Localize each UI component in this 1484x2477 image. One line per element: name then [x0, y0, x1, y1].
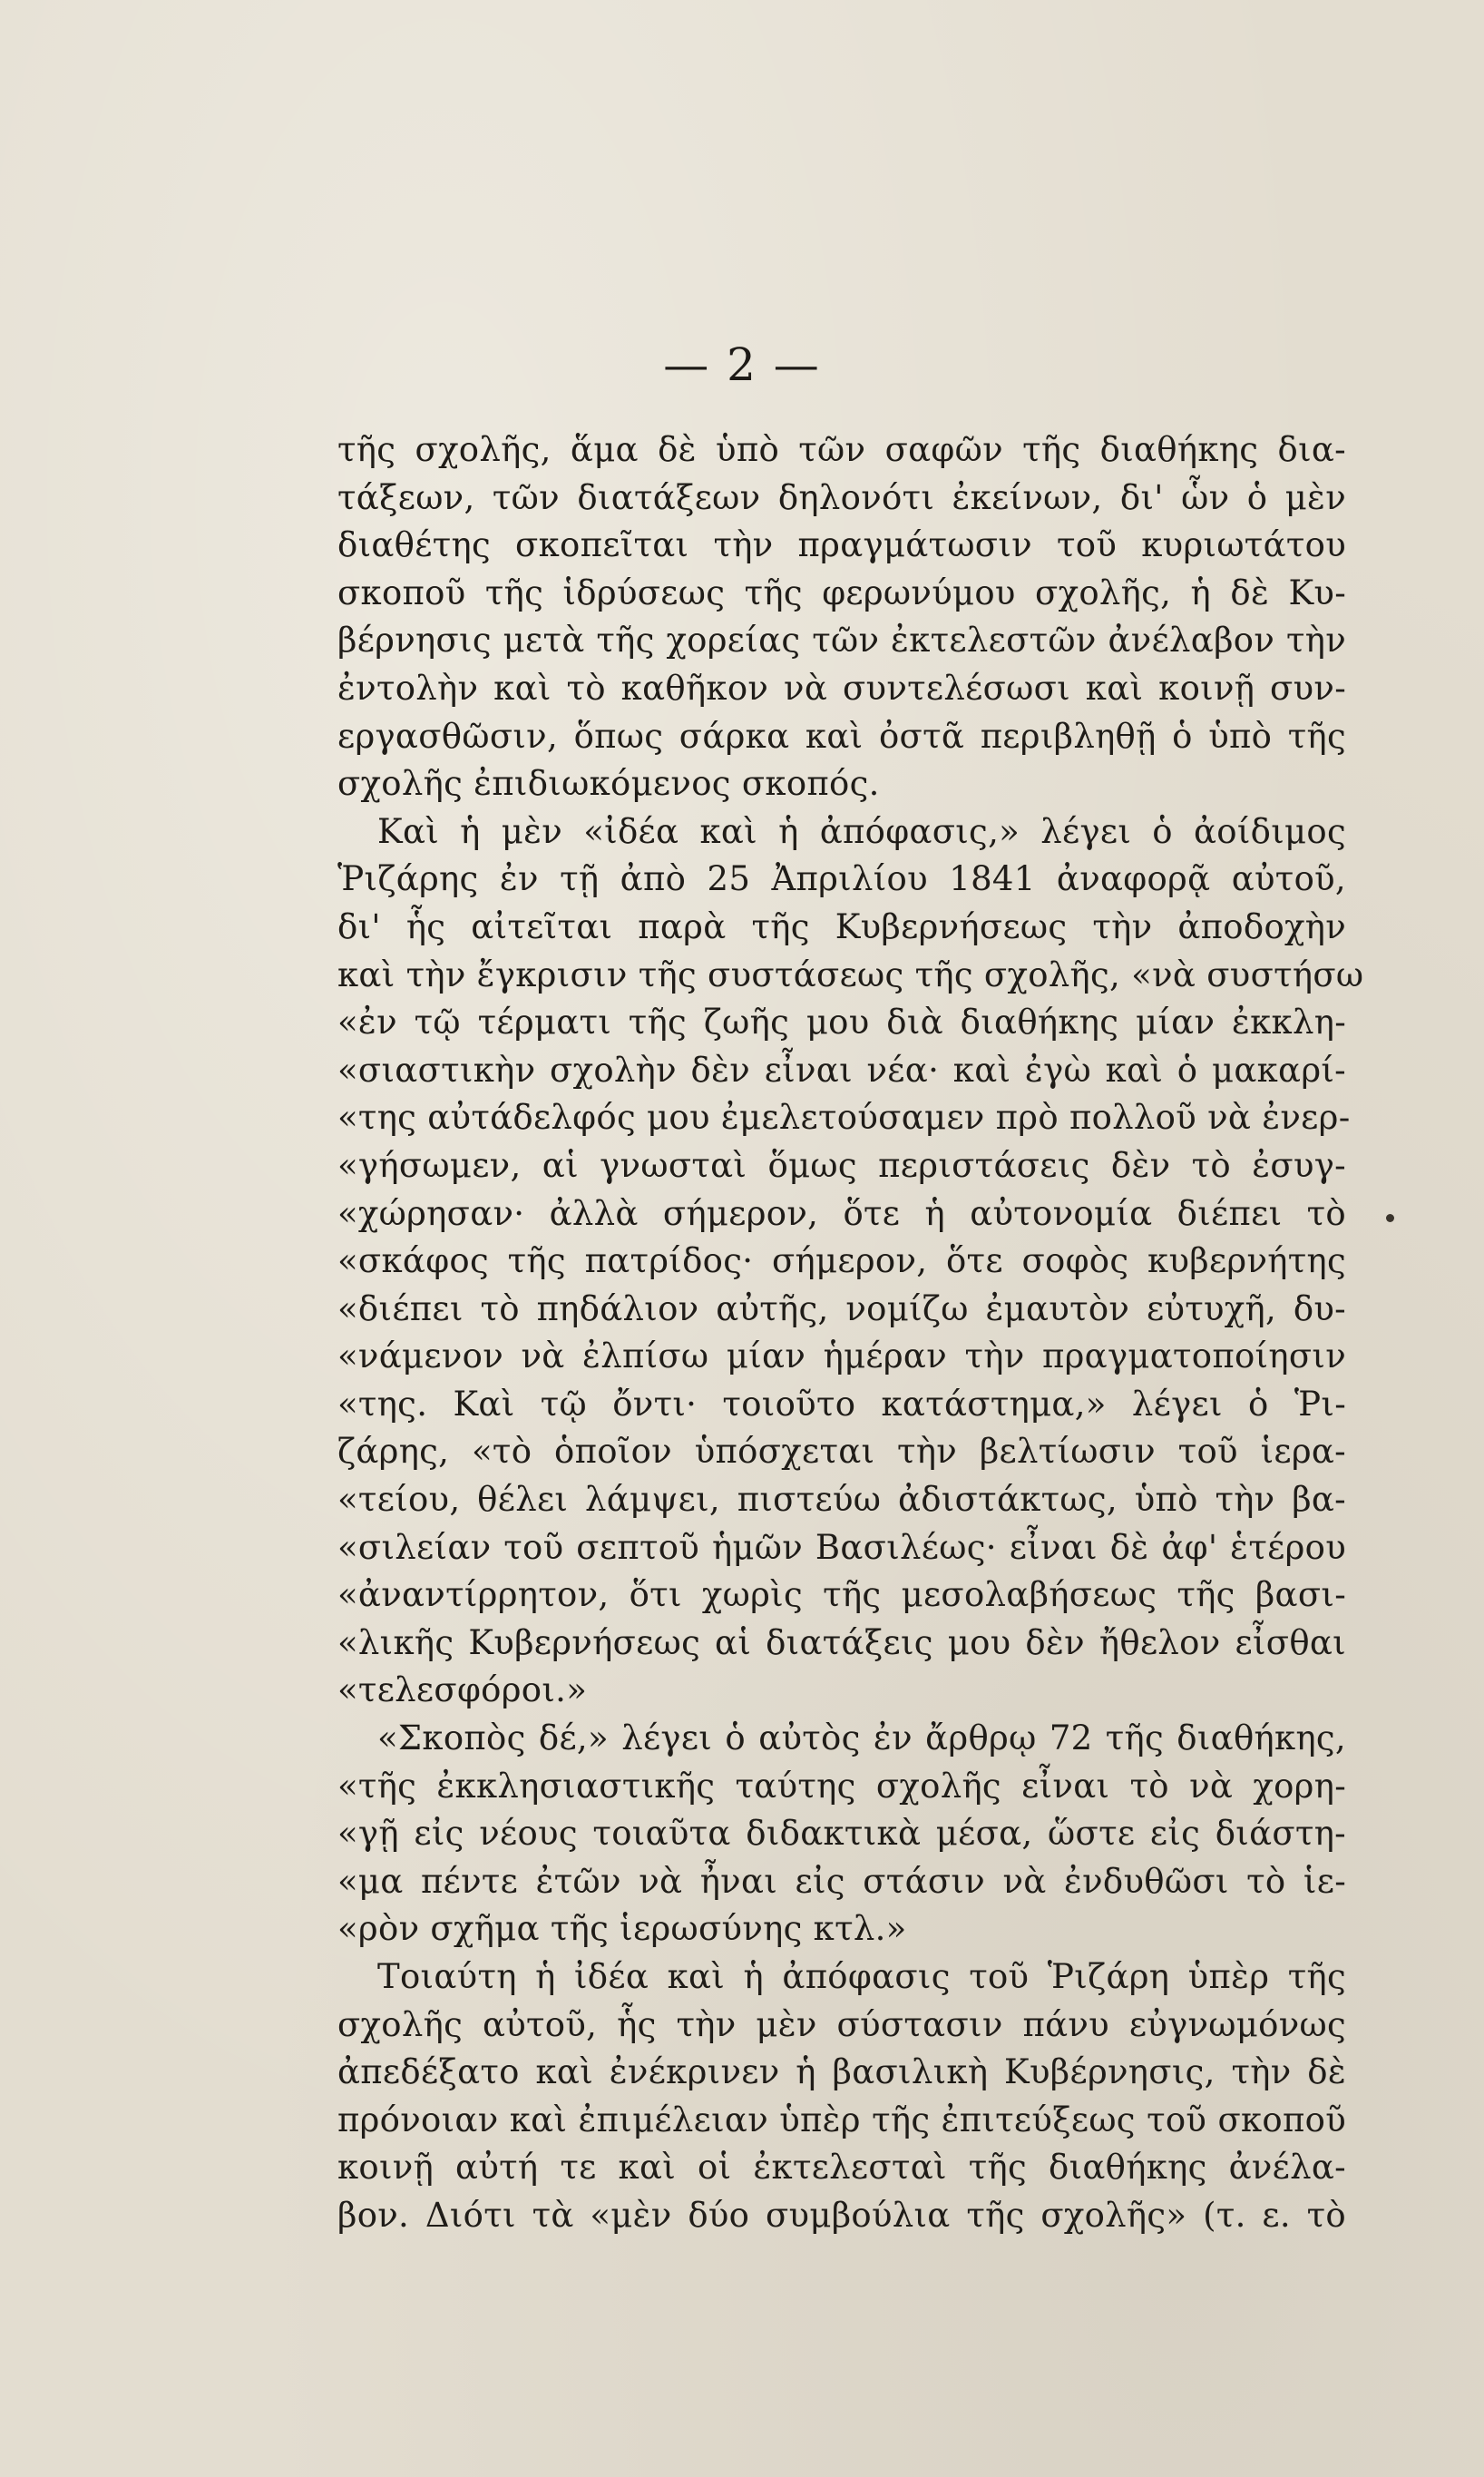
- text-line: «Σκοπὸς δέ,» λέγει ὁ αὐτὸς ἐν ἄρθρῳ 72 τῆς διαθήκης,: [377, 1718, 1346, 1758]
- text-line: «της. Καὶ τῷ ὄντι· τοιοῦτο κατάστημα,» λέγει ὁ Ῥι-: [337, 1384, 1346, 1424]
- text-line: κοινῇ αὐτή τε καὶ οἱ ἐκτελεσταὶ τῆς διαθήκης ἀνέλα-: [337, 2148, 1346, 2188]
- text-line: σχολῆς ἐπιδιωκόμενος σκοπός.: [337, 764, 880, 804]
- text-line: σκοποῦ τῆς ἱδρύσεως τῆς φερωνύμου σχολῆς, ἡ δὲ Κυ-: [337, 573, 1346, 612]
- body-text: [337, 426, 1364, 2240]
- text-line: «διέπει τὸ πηδάλιον αὐτῆς, νομίζω ἐμαυτὸν εὐτυχῆ, δυ-: [337, 1288, 1346, 1328]
- text-line: «γήσωμεν, αἱ γνωσταὶ ὅμως περιστάσεις δὲν τὸ ἐσυγ-: [337, 1145, 1346, 1185]
- text-line: «τελεσφόροι.»: [337, 1670, 588, 1710]
- text-line: «τείου, θέλει λάμψει, πιστεύω ἀδιστάκτως, ὑπὸ τὴν βα-: [337, 1480, 1346, 1520]
- text-line: τῆς σχολῆς, ἅμα δὲ ὑπὸ τῶν σαφῶν τῆς διαθήκης δια-: [337, 430, 1346, 469]
- text-line: «ρὸν σχῆμα τῆς ἱερωσύνης κτλ.»: [337, 1909, 907, 1949]
- text-line: ἐντολὴν καὶ τὸ καθῆκον νὰ συντελέσωσι καὶ κοινῇ συν-: [337, 668, 1346, 708]
- text-line: διαθέτης σκοπεῖται τὴν πραγμάτωσιν τοῦ κυριωτάτου: [337, 525, 1346, 565]
- text-line: «τῆς ἐκκλησιαστικῆς ταύτης σχολῆς εἶναι τὸ νὰ χορη-: [337, 1766, 1346, 1806]
- text-line: δι' ἧς αἰτεῖται παρὰ τῆς Κυβερνήσεως τὴν ἀποδοχὴν: [337, 906, 1346, 946]
- ink-speck: [1386, 1214, 1394, 1222]
- text-line: «σιαστικὴν σχολὴν δὲν εἶναι νέα· καὶ ἐγὼ καὶ ὁ μακαρί-: [337, 1050, 1346, 1090]
- text-line: «σιλείαν τοῦ σεπτοῦ ἡμῶν Βασιλέως· εἶναι δὲ ἀφ' ἑτέρου: [337, 1527, 1346, 1567]
- text-line: εργασθῶσιν, ὅπως σάρκα καὶ ὀστᾶ περιβληθῇ ὁ ὑπὸ τῆς: [337, 716, 1346, 756]
- text-line: «της αὐτάδελφός μου ἐμελετούσαμεν πρὸ πολλοῦ νὰ ἐνερ-: [337, 1098, 1351, 1138]
- text-line: ἀπεδέξατο καὶ ἐνέκρινεν ἡ βασιλικὴ Κυβέρνησις, τὴν δὲ: [337, 2052, 1346, 2092]
- text-line: «μα πέντε ἐτῶν νὰ ἦναι εἰς στάσιν νὰ ἐνδυθῶσι τὸ ἱε-: [337, 1861, 1346, 1901]
- text-line: βον. Διότι τὰ «μὲν δύο συμβούλια τῆς σχολῆς» (τ. ε. τὸ: [337, 2195, 1346, 2235]
- text-line: «χώρησαν· ἀλλὰ σήμερον, ὅτε ἡ αὐτονομία διέπει τὸ: [337, 1193, 1346, 1233]
- text-line: «ἐν τῷ τέρματι τῆς ζωῆς μου διὰ διαθήκης μίαν ἐκκλη-: [337, 1003, 1346, 1043]
- text-line: Τοιαύτη ἡ ἰδέα καὶ ἡ ἀπόφασις τοῦ Ῥιζάρη ὑπὲρ τῆς: [377, 1957, 1346, 1996]
- text-line: «γῇ εἰς νέους τοιαῦτα διδακτικὰ μέσα, ὥστε εἰς διάστη-: [337, 1814, 1346, 1854]
- text-line: «νάμενον νὰ ἐλπίσω μίαν ἡμέραν τὴν πραγματοποίησιν: [337, 1336, 1346, 1376]
- text-line: ζάρης, «τὸ ὁποῖον ὑπόσχεται τὴν βελτίωσιν τοῦ ἱερα-: [337, 1432, 1346, 1472]
- text-line: σχολῆς αὐτοῦ, ἧς τὴν μὲν σύστασιν πάνυ εὐγνωμόνως: [337, 2004, 1346, 2044]
- text-line: τάξεων, τῶν διατάξεων δηλονότι ἐκείνων, δι' ὧν ὁ μὲν: [337, 477, 1346, 517]
- text-line: βέρνησις μετὰ τῆς χορείας τῶν ἐκτελεστῶν ἀνέλαβον τὴν: [337, 621, 1346, 661]
- text-line: πρόνοιαν καὶ ἐπιμέλειαν ὑπὲρ τῆς ἐπιτεύξεως τοῦ σκοποῦ: [337, 2100, 1346, 2139]
- text-line: καὶ τὴν ἔγκρισιν τῆς συστάσεως τῆς σχολῆς, «νὰ συστήσω: [337, 955, 1364, 994]
- text-line: Καὶ ἡ μὲν «ἰδέα καὶ ἡ ἀπόφασις,» λέγει ὁ ἀοίδιμος: [377, 811, 1346, 851]
- text-line: «λικῆς Κυβερνήσεως αἱ διατάξεις μου δὲν ἤθελον εἶσθαι: [337, 1622, 1346, 1662]
- text-line: «σκάφος τῆς πατρίδος· σήμερον, ὅτε σοφὸς κυβερνήτης: [337, 1241, 1346, 1281]
- page-number: — 2 —: [663, 338, 821, 391]
- text-line: Ῥιζάρης ἐν τῇ ἀπὸ 25 Ἀπριλίου 1841 ἀναφορᾷ αὐτοῦ,: [337, 859, 1346, 899]
- text-line: «ἀναντίρρητον, ὅτι χωρὶς τῆς μεσολαβήσεως τῆς βασι-: [337, 1575, 1346, 1615]
